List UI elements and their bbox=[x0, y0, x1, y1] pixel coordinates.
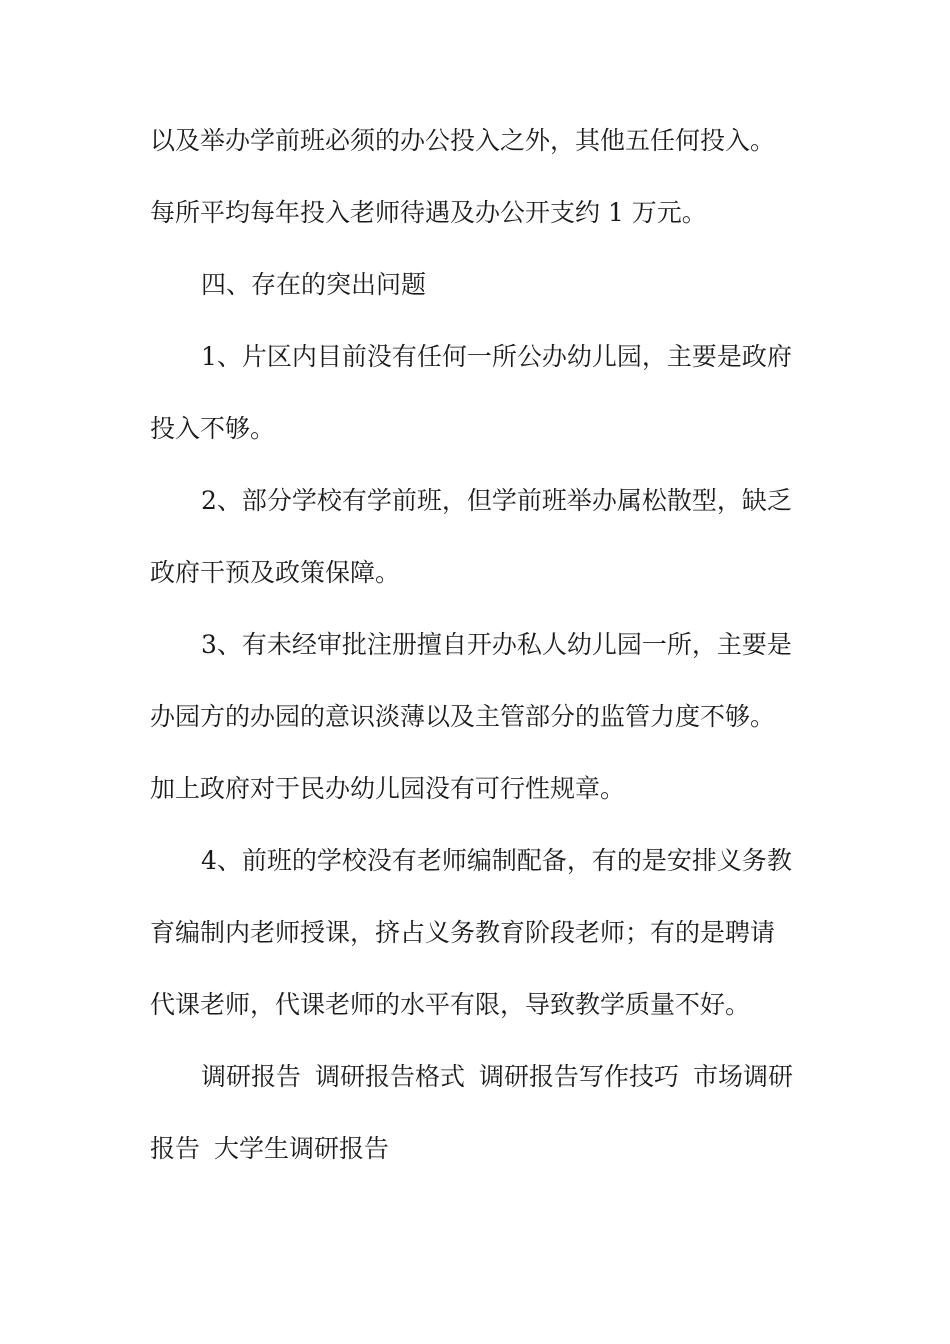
tag-link[interactable]: 市场调研 bbox=[693, 1062, 794, 1091]
tags-line bbox=[150, 1064, 802, 1089]
paragraph-line: 1、片区内目前没有任何一所公办幼儿园，主要是政府 bbox=[201, 342, 792, 371]
tag-link[interactable]: 调研报告写作技巧 bbox=[479, 1062, 680, 1091]
paragraph-line: 投入不够。 bbox=[150, 414, 276, 443]
paragraph-line: 代课老师，代课老师的水平有限，导致教学质量不好。 bbox=[150, 990, 751, 1019]
paragraph-line: 育编制内老师授课，挤占义务教育阶段老师；有的是聘请 bbox=[150, 918, 776, 947]
tag-link[interactable]: 调研报告格式 bbox=[315, 1062, 466, 1091]
paragraph-line: 2、部分学校有学前班，但学前班举办属松散型，缺乏 bbox=[201, 486, 792, 515]
tag-link[interactable]: 报告 bbox=[150, 1134, 201, 1163]
document-body bbox=[150, 128, 802, 1161]
paragraph-line: 每所平均每年投入老师待遇及办公开支约 1 万元。 bbox=[150, 198, 707, 227]
paragraph-line: 以及举办学前班必须的办公投入之外，其他五任何投入。 bbox=[150, 126, 776, 155]
tag-link[interactable]: 大学生调研报告 bbox=[214, 1134, 390, 1163]
section-heading: 四、存在的突出问题 bbox=[201, 270, 427, 299]
paragraph-line: 政府干预及政策保障。 bbox=[150, 558, 401, 587]
paragraph-line: 办园方的办园的意识淡薄以及主管部分的监管力度不够。 bbox=[150, 702, 776, 731]
tag-link[interactable]: 调研报告 bbox=[201, 1062, 302, 1091]
paragraph-line: 4、前班的学校没有老师编制配备，有的是安排义务教 bbox=[201, 846, 792, 875]
paragraph-line: 3、有未经审批注册擅自开办私人幼儿园一所，主要是 bbox=[201, 630, 792, 659]
paragraph-line: 加上政府对于民办幼儿园没有可行性规章。 bbox=[150, 774, 626, 803]
tags-line bbox=[150, 1136, 802, 1161]
